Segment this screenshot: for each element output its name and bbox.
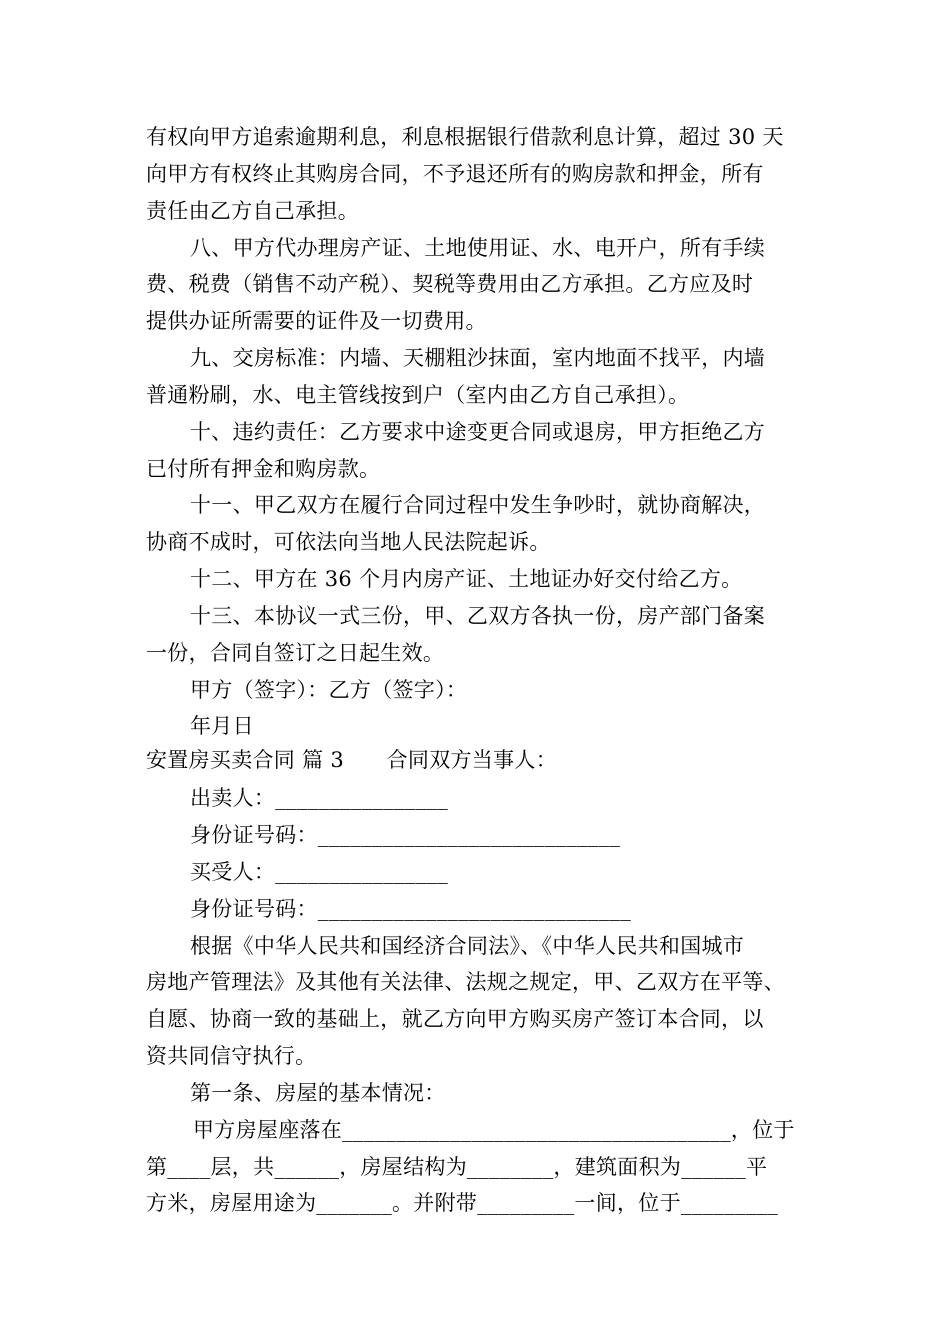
section-heading: 安置房买卖合同 篇 3 合同双方当事人： xyxy=(146,748,558,772)
text-line: 协商不成时，可依法向当地人民法院起诉。 xyxy=(146,530,551,554)
text-line: 房地产管理法》及其他有关法律、法规之规定，甲、乙双方在平等、 xyxy=(146,970,785,994)
text-line: 十二、甲方在 36 个月内房产证、土地证办好交付给乙方。 xyxy=(190,567,743,591)
text-line: 资共同信守执行。 xyxy=(146,1044,317,1068)
text-line: 普通粉刷，水、电主管线按到户（室内由乙方自己承担）。 xyxy=(146,383,690,407)
text-line: 十一、甲乙双方在履行合同过程中发生争吵时，就协商解决， xyxy=(190,493,766,517)
text-line: 八、甲方代办理房产证、土地使用证、水、电开户，所有手续 xyxy=(190,236,766,260)
text-line: 九、交房标准：内墙、天棚粗沙抹面，室内地面不找平，内墙 xyxy=(190,346,766,370)
text-line: 向甲方有权终止其购房合同，不予退还所有的购房款和押金，所有 xyxy=(146,162,764,186)
text-line: 十、违约责任：乙方要求中途变更合同或退房，甲方拒绝乙方 xyxy=(190,420,766,444)
text-line: 一份，合同自签订之日起生效。 xyxy=(146,641,445,665)
text-line: 责任由乙方自己承担。 xyxy=(146,199,359,223)
text-line: 已付所有押金和购房款。 xyxy=(146,457,381,481)
text-line: 甲方房屋座落在____________________________________，位于 xyxy=(193,1118,795,1142)
text-line: 方米，房屋用途为_______。并附带_________一间，位于_________ xyxy=(146,1191,779,1215)
date-line: 年月日 xyxy=(190,714,254,738)
text-line: 有权向甲方追索逾期利息，利息根据银行借款利息计算，超过 30 天 xyxy=(146,125,784,149)
text-line: 自愿、协商一致的基础上，就乙方向甲方购买房产签订本合同，以 xyxy=(146,1007,764,1031)
seller-field: 出卖人：________________ xyxy=(190,786,448,810)
text-line: 提供办证所需要的证件及一切费用。 xyxy=(146,309,487,333)
buyer-field: 买受人：________________ xyxy=(190,860,448,884)
text-line: 根据《中华人民共和国经济合同法》、《中华人民共和国城市 xyxy=(190,934,745,958)
text-line: 第____层，共______，房屋结构为________，建筑面积为______平 xyxy=(146,1155,768,1179)
article-heading: 第一条、房屋的基本情况： xyxy=(190,1081,446,1105)
seller-id-field: 身份证号码：____________________________ xyxy=(190,823,621,847)
text-line: 十三、本协议一式三份，甲、乙双方各执一份，房产部门备案 xyxy=(190,604,766,628)
buyer-id-field: 身份证号码：_____________________________ xyxy=(190,897,631,921)
signature-line: 甲方（签字）：乙方（签字）： xyxy=(190,678,468,702)
text-line: 费、税费（销售不动产税）、契税等费用由乙方承担。乙方应及时 xyxy=(146,272,754,296)
